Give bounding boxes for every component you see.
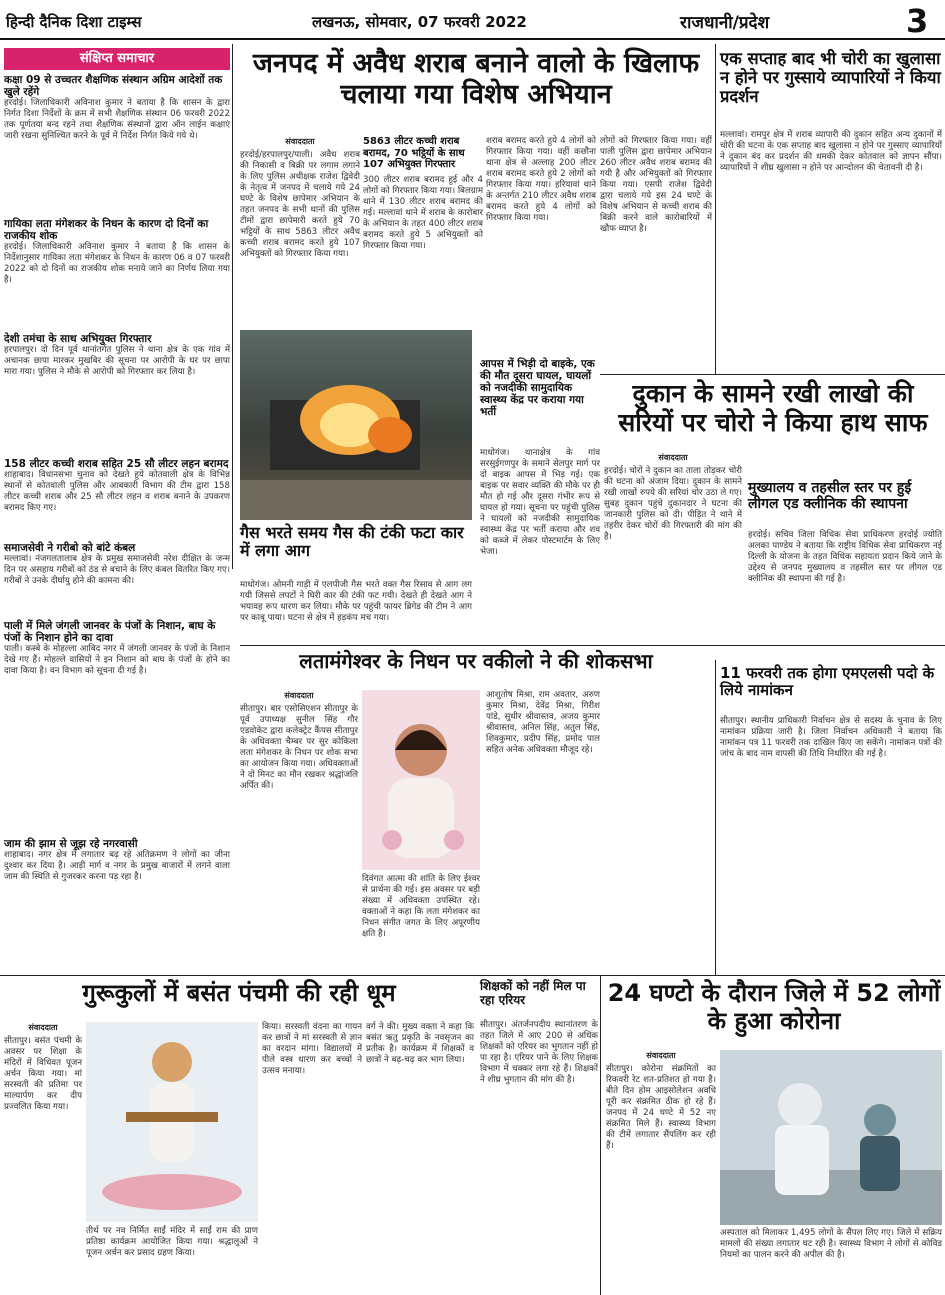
teachers-headline: शिक्षकों को नहीं मिल पा रहा एरियर (480, 979, 586, 1007)
saraswati-illustration (86, 1022, 258, 1222)
brief-headline: 158 लीटर कच्ची शराब सहित 25 सौ लीटर लहन बरामद (4, 458, 229, 470)
brief-item (4, 218, 230, 286)
brief-body: शाहाबाद। विधानसभा चुनाव को देखते हुये कोतवाली क्षेत्र के विभिन्न स्थानों से कोतवाली पुलिस और आबकारी विभाग की टीम द्वारा 158 लीटर कच्ची शराब और 25 सौ लीटर लहन व शराब बनाने के उपकरण बरामद किए गए। (4, 470, 230, 514)
lead-body: लोगों को गिरफ्तार किया गया। वहीं पाली पुलिस द्वारा छापेमार अभियान 260 लीटर अवैध शराब बरामद की गयी है और अभियुक्तों को गिरफ्तार किया गया। एसपी राजेश द्विवेदी द्वारा चलाये गये इस 24 घण्टे के विशेष अभियान से कच्ची शराब की बिक्री करने वाले कारोबारियों में खौफ व्याप्त है। (600, 136, 712, 234)
basant-body: तीर्थ पर नव निर्मित साईं मंदिर में साईं राम की प्राण प्रतिष्ठा कार्यक्रम आयोजित किया गया। श्रद्धालुओं ने पूजन अर्चन कर प्रसाद ग्रहण किया। (86, 1226, 258, 1258)
theft-shop-headline: दुकान के सामने रखी लाखो की सरियों पर चोरो ने किया हाथ साफ (618, 379, 928, 437)
brief-body: हरदोई। जिलाधिकारी अविनाश कुमार ने बताया है कि शासन के निर्देशानुसार गायिका लता मंगेशकर के निधन के कारण 06 व 07 फरवरी 2022 को दो दिनों का राजकीय शोक मनाये जाने का निर्णय लिया गया है। (4, 242, 230, 286)
brief-body: हरपालपुर। दो दिन पूर्व थानांतर्गत पुलिस ने थाना क्षेत्र के एक गांव में अचानक छापा मारकर मुखबिर की सूचना पर आरोपी के घर पर छापा मारा गया। पुलिस ने मौके से आरोपी को गिरफ्तार कर लिया है। (4, 345, 230, 378)
brief-headline: कक्षा 09 से उच्चतर शैक्षणिक संस्थान अग्रिम आदेशों तक खुले रहेंगे (4, 74, 223, 99)
lead-body: हरदोई/हरपालपुर/पाली। अवैध शराब की निकासी व बिक्री पर लगाम लगाने के लिए पुलिस अधीक्षक राजेश द्विवेदी के नेतृत्व में जनपद में चलाये गये 24 घण्टे के विशेष छापेमार अभियान के तहत जनपद के सभी थानों की पुलिस टीमों द्वारा छापेमारी करते हुये 70 भट्ठियों के साथ 5863 लीटर अवैध कच्ची शराब बरामद करते हुये 107 अभियुक्तों को गिरफ्तार किया गया। (240, 150, 360, 259)
basant-col-1 (4, 1022, 82, 1292)
dateline: संवाददाता (658, 453, 688, 462)
legal-clinic-headline: मुख्यालय व तहसील स्तर पर हुई लीगल एड क्लीनिक की स्थापना (748, 480, 912, 513)
mlc-body: सीतापुर। स्थानीय प्राधिकारी निर्वाचन क्षेत्र से सदस्य के चुनाव के लिए नामांकन प्रक्रिया जारी है। जिला निर्वाचन अधिकारी ने बताया कि नामांकन पत्र 11 फरवरी तक दाखिल किए जा सकेंगे। नामांकन पत्रों की जांच के बाद नाम वापसी की तिथि निर्धारित की गई है। (720, 716, 942, 759)
brief-item (4, 838, 230, 968)
brief-headline: समाजसेवी ने गरीबो को बांटे कंबल (4, 542, 136, 554)
section-name: राजधानी/प्रदेश (680, 13, 770, 33)
theft-shop-body: हरदोई। चोरों ने दुकान का ताला तोड़कर चोरी की घटना को अंजाम दिया। दुकान के सामने रखी लाखों रुपये की सरियां चोर उठा ले गए। सुबह दुकान पहुंचे दुकानदार ने घटना की जानकारी पुलिस को दी। पीड़ित ने थाने में तहरीर देकर चोरों की गिरफ्तारी की मांग की है। (604, 466, 742, 542)
portrait-illustration (362, 690, 480, 870)
mlc-headline: 11 फरवरी तक होगा एमएलसी पदो के लिये नामांकन (720, 664, 935, 700)
teachers-body: सीतापुर। अंतर्जनपदीय स्थानांतरण के तहत जिले में आए 200 से अधिक शिक्षकों को एरियर का भुगतान नहीं हो पा रहा है। एरियर पाने के लिए शिक्षक विभाग में चक्कर लगा रहे हैं। शिक्षकों ने शीघ्र भुगतान की मांग की है। (480, 1020, 598, 1085)
masthead (0, 0, 945, 40)
corona-col-1 (606, 1050, 716, 1290)
theft-shop-col (604, 452, 742, 642)
fire-illustration (240, 330, 472, 520)
brief-item (4, 333, 230, 453)
column-rule (715, 660, 716, 975)
dateline: संवाददाता (285, 137, 315, 146)
lead-body: शराब बरामद करते हुये 4 लोगों को गिरफ्तार किया गया। वहीं कछौना थाना क्षेत्र से अल्लाह 200 लीटर शराब बरामद करते हुये 2 लोगों को गिरफ्तार किया गया। हरियावां थाने के अन्तर्गत 210 लीटर अवैध शराब बरामद करते हुये 4 लोगों को गिरफ्तार किया गया। (486, 136, 596, 223)
corona-headline: 24 घण्टो के दौरान जिले में 52 लोगों के हुआ कोरोना (607, 979, 941, 1035)
condolence-headline: लतामंगेश्वर के निधन पर वकीलो ने की शोकसभा (299, 649, 653, 673)
lead-body: 300 लीटर शराब बरामद हुई और 4 लोगों को गिरफ्तार किया गया। बिलग्राम थाने में 130 लीटर शराब बरामद की गई। मल्लावां थाने में शराब के कारोबार के अभियान के तहत 400 लीटर शराब बरामद करते हुये 5 अभियुक्तों को गिरफ्तार किया गया। (363, 174, 483, 251)
saraswati-idol-photo-icon (86, 1022, 258, 1222)
burning-car-photo-icon (240, 330, 472, 520)
dateline: संवाददाता (284, 691, 314, 700)
accident-headline: आपस में भिड़ी दो बाइके, एक की मौत दूसरा घायल, घायलों को नजदीकी सामुदायिक स्वास्थ्य केंद्र पर कराया गया भर्ती (480, 358, 595, 419)
briefs-tag: संक्षिप्त समाचार (4, 48, 230, 70)
lata-mangeshkar-portrait-icon (362, 690, 480, 870)
brief-body: हरदोई। जिलाधिकारी अविनाश कुमार ने बताया है कि शासन के द्वारा निर्गत दिशा निर्देशों के क्रम में सभी शैक्षणिक संस्थान 06 फरवरी 2022 तक पूर्णतया बन्द रहने तथा शैक्षणिक संस्थानों द्वारा ऑन लाईन कक्षाएं जारी रखना सुनिश्चित करने के पूर्व में निर्देश निर्गत किये गये थे। (4, 98, 230, 142)
covid-illustration (720, 1050, 942, 1225)
fire-caption: गैस भरते समय गैस की टंकी फटा कार में लगा आग (240, 523, 464, 561)
basant-body: किया। सरस्वती वंदना का गायन कर छात्रों ने मां सरस्वती से ज्ञान का वरदान मांगा। विद्यालयों में पीले वस्त्र धारण कर बच्चों ने उत्सव मनाया। (262, 1022, 362, 1076)
lead-subhead: 5863 लीटर कच्ची शराब बरामद, 70 भट्ठियों के साथ 107 अभियुक्त गिरफ्तार (363, 136, 465, 170)
column-rule (715, 44, 716, 374)
corona-body: अस्पताल को मिलाकर 1,495 लोगों के सैंपल लिए गए। जिले में सक्रिय मामलों की संख्या लगातार घट रही है। स्वास्थ्य विभाग ने लोगों से कोविड नियमों का पालन करने की अपील की है। (720, 1228, 942, 1260)
basant-body: सीतापुर। बसंत पंचमी के अवसर पर शिक्षा के मंदिरों में विधिवत पूजन अर्चन किया गया। मां सरस्वती की प्रतिमा पर माल्यार्पण कर दीप प्रज्वलित किया गया। (4, 1036, 82, 1112)
lead-col-4 (600, 136, 712, 372)
condolence-body: सीतापुर। बार एसोसिएशन सीतापुर के पूर्व उपाध्यक्ष सुनील सिंह गौर एडवोकेट द्वारा कलेक्ट्रेट कैंपस सीतापुर के अधिवक्ता चैम्बर पर सुर कोकिला लता मंगेशकर के निधन पर शोक सभा का आयोजन किया गया। अधिवक्ताओं ने दो मिनट का मौन रखकर श्रद्धांजलि अर्पित की। (240, 704, 358, 791)
fire-body: माधोगंज। ओमनी गाड़ी में एलपीजी गैस भरते वक्त गैस रिसाव से आग लग गयी जिससे लपटों ने घिरी कार की टंकी फट गयी। देखते ही देखते आग ने भयावह रूप धारण कर लिया। मौके पर पहुंची फायर ब्रिगेड की टीम ने आग पर काबू पाया। घटना से क्षेत्र में हड़कंप मच गया। (240, 580, 472, 623)
lead-col-3 (486, 136, 596, 356)
brief-item (4, 620, 230, 750)
section-rule (240, 645, 945, 646)
column-rule (600, 975, 601, 1295)
lead-col-2 (363, 136, 483, 326)
basant-headline: गुरूकुलों में बसंत पंचमी की रही धूम (82, 979, 396, 1007)
theft-week-body: मल्लावां। रामपुर क्षेत्र में शराब व्यापारी की दुकान सहित अन्य दुकानों में चोरी की घटना के एक सप्ताह बाद खुलासा न होने पर गुस्साए व्यापारियों ने दुकान बंद कर प्रदर्शन की धमकी देकर कोतवाल को ज्ञापन सौंपा। व्यापारियों ने शीघ्र खुलासा न होने पर आन्दोलन की चेतावनी दी है। (720, 130, 942, 173)
brief-item (4, 458, 230, 520)
brief-headline: गायिका लता मंगेशकर के निधन के कारण दो दिनों का राजकीय शोक (4, 218, 209, 243)
brief-headline: देशी तमंचा के साथ अभियुक्त गिरफ्तार (4, 333, 152, 345)
lead-col-1 (240, 136, 360, 326)
section-rule (0, 975, 945, 976)
page-number: 3 (906, 2, 929, 40)
brief-item (4, 74, 230, 142)
brief-body: मल्लावां। नंजगलतालाब क्षेत्र के प्रमुख समाजसेवी नरेश दीक्षित के जन्म दिन पर असहाय गरीबों को ठंड से बचाने के लिए कंबल वितरित किए गए। गरीबों ने उनके दीर्घायु होने की कामना की। (4, 554, 230, 587)
brief-body: शाहाबाद। नगर क्षेत्र में लगातार बढ़ रहे अतिक्रमण ने लोगों का जीना दुश्वार कर दिया है। आड़ी मार्ग व नगर के प्रमुख बाजारों में लगने वाला जाम की स्थिति से गुजरकर करना पड़ रहा है। (4, 850, 230, 883)
condolence-col-1 (240, 690, 358, 970)
condolence-body: दिवंगत आत्मा की शांति के लिए ईश्वर से प्रार्थना की गई। इस अवसर पर बड़ी संख्या में अधिवक्ता उपस्थित रहे। वक्ताओं ने कहा कि लता मंगेशकर का निधन संगीत जगत के लिए अपूरणीय क्षति है। (362, 874, 480, 939)
theft-week-headline: एक सप्ताह बाद भी चोरी का खुलासा न होने पर गुस्साये व्यापारियों ने किया प्रदर्शन (720, 49, 941, 106)
accident-body: माधोगंज। थानाक्षेत्र के गांव सरसुईगणपुर के समाने सेलपुर मार्ग पर दो बाइक आपस में भिड़ गई। एक बाइक पर सवार व्यक्ति की मौके पर ही मौत हो गई और दूसरा गंभीर रूप से घायल हो गया। सूचना पर पहुंची पुलिस ने घायलों को नजदीकी सामुदायिक स्वास्थ्य केंद्र पर भर्ती कराया और शव को कब्जे में लेकर पोस्टमार्टम के लिए भेजा। (480, 448, 600, 557)
date-line: लखनऊ, सोमवार, 07 फरवरी 2022 (312, 13, 527, 31)
brief-body: पाली। कस्बे के मोहल्ला आबिद नगर में जंगली जानवर के पंजों के निशान देखे गए हैं। मोहल्ले वासियों ने इन निशान को बाघ के पंजों के होने का दावा किया है। वन विभाग को सूचना दी गई है। (4, 644, 230, 677)
corona-body: सीतापुर। कोरोना संक्रमितों का रिकवरी रेट शत-प्रतिशत हो गया है। बीते दिन होम आइसोलेशन अवधि पूरी कर संक्रमित ठीक हो रहे हैं। जनपद में 24 घण्टे में 52 नए संक्रमित मिले हैं। स्वास्थ्य विभाग की टीमें लगातार सैंपलिंग कर रही हैं। (606, 1064, 716, 1151)
column-rule (232, 44, 233, 569)
covid-health-worker-photo-icon (720, 1050, 942, 1225)
brief-headline: पाली में मिले जंगली जानवर के पंजों के निशान, बाघ के पंजों के निशान होने का दावा (4, 620, 216, 645)
dateline: संवाददाता (28, 1023, 58, 1032)
section-rule (600, 374, 945, 375)
legal-clinic-body: हरदोई। सचिव जिला विधिक सेवा प्राधिकरण हरदोई ज्योति अलका पाण्डेय ने बताया कि राष्ट्रीय विधिक सेवा प्राधिकरण नई दिल्ली के योजना के तहत विधिक सहायता प्रदान किये जाने के उद्देश्य से जनपद मुख्यालय व तहसील स्तर पर लीगल एड क्लीनिक की स्थापना की गई है। (748, 530, 942, 584)
dateline: संवाददाता (646, 1051, 676, 1060)
condolence-body: आशुतोष मिश्रा, राम अवतार, अरुण कुमार मिश्रा, देवेंद्र मिश्रा, गिरीश पांडे, सुधीर श्रीवास्तव, अजय कुमार श्रीवास्तव, अनिल सिंह, अतुल सिंह, शिवकुमार, प्रदीप सिंह, प्रमोद पाल सहित अनेक अधिवक्ता मौजूद रहे। (486, 690, 600, 755)
brief-item (4, 542, 230, 632)
basant-body: वर्ग ने की। मुख्य वक्ता ने कहा कि बसंत ऋतु प्रकृति के नवसृजन का प्रतीक है। कार्यक्रम में शिक्षकों व छात्रों ने बढ़-चढ़ कर भाग लिया। (366, 1022, 474, 1065)
lead-headline: जनपद में अवैध शराब बनाने वालो के खिलाफ चलाया गया विशेष अभियान (252, 48, 700, 111)
brief-headline: जाम की झाम से जूझ रहे नगरवासी (4, 838, 138, 850)
paper-name: हिन्दी दैनिक दिशा टाइम्स (6, 13, 142, 31)
